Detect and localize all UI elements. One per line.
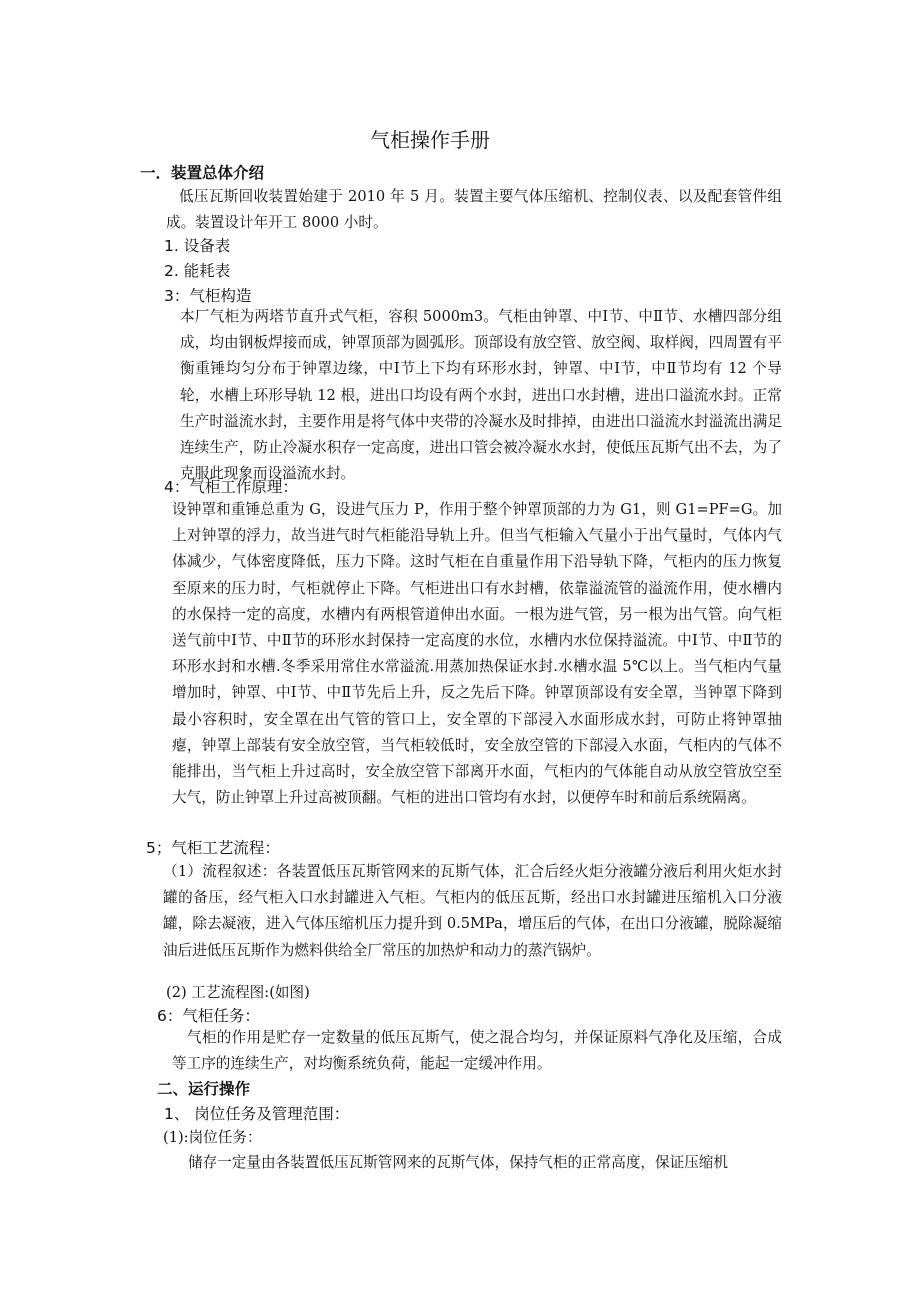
item-4-heading: 4：气柜工作原理： xyxy=(164,478,298,496)
document-title: 气柜操作手册 xyxy=(370,128,490,152)
item-5-process-flowchart: (2) 工艺流程图:(如图) xyxy=(166,984,310,1001)
section-1-heading: 一．装置总体介绍 xyxy=(140,164,265,182)
item-3-heading: 3：气柜构造 xyxy=(164,287,252,305)
item-6-text: 气柜的作用是贮存一定数量的低压瓦斯气，使之混合均匀，并保证原料气净化及压缩，合成等工序的连续生产，对均衡系统负荷，能起一定缓冲作用。 xyxy=(172,1029,782,1073)
item-5-process-description: （1）流程叙述：各装置低压瓦斯管网来的瓦斯气体，汇合后经火炬分液罐分液后利用火炬水封罐的备压，经气柜入口水封罐进入气柜。气柜内的低压瓦斯，经出口水封罐进压缩机入口分液罐，除去凝液，进入气体压缩机压力提升到 0.5MPa，增压后的气体，在出口分液罐，脱除凝缩油后进低压瓦斯作为燃料供给全厂常压的加热炉和动力的蒸汽锅炉。 xyxy=(163,863,782,959)
item-2-energy-list: 2. 能耗表 xyxy=(164,262,231,280)
section-1-intro: 低压瓦斯回收装置始建于 2010 年 5 月。装置主要气体压缩机、控制仪表、以及配套管件组成。装置设计年开工 8000 小时。 xyxy=(166,188,782,232)
section-2-text: 储存一定量由各装置低压瓦斯管网来的瓦斯气体，保持气柜的正常高度，保证压缩机 xyxy=(188,1154,728,1171)
item-4-text: 设钟罩和重锤总重为 G，设进气压力 P，作用于整个钟罩顶部的力为 G1，则 G1=PF=G。加上对钟罩的浮力，故当进气时气柜能沿导轨上升。但当气柜输入气量小于出气量时，气体内气体减少，气体密度降低，压力下降。这时气柜在自重量作用下沿导轨下降，气柜内的压力恢复至原来的压力时，气柜就停止下降。气柜进出口有水封槽，依靠溢流管的溢流作用，使水槽内的水保持一定的高度，水槽内有两根管道伸出水面。一根为进气管，另一根为出气管。向气柜送气前中Ⅰ节、中Ⅱ节的环形水封保持一定高度的水位，水槽内水位保持溢流。中Ⅰ节、中Ⅱ节的环形水封和水槽.冬季采用常住水常溢流.用蒸加热保证水封.水槽水温 5℃以上。当气柜内气量增加时，钟罩、中Ⅰ节、中Ⅱ节先后上升，反之先后下降。钟罩顶部设有安全罩，当钟罩下降到最小容积时，安全罩在出气管的管口上，安全罩的下部浸入水面形成水封，可防止将钟罩抽瘪，钟罩上部装有安全放空管，当气柜较低时，安全放空管的下部浸入水面，气柜内的气体不能排出，当气柜上升过高时，安全放空管下部离开水面，气柜内的气体能自动从放空管放空至大气，防止钟罩上升过高被顶翻。气柜的进出口管均有水封，以便停车时和前后系统隔离。 xyxy=(172,501,782,807)
section-2-item-1: 1、 岗位任务及管理范围： xyxy=(164,1105,350,1123)
section-2-heading: 二、运行操作 xyxy=(157,1080,251,1098)
section-2-sub-1: (1):岗位任务： xyxy=(163,1129,262,1146)
item-1-equipment-list: 1. 设备表 xyxy=(164,237,231,255)
item-6-heading: 6：气柜任务： xyxy=(157,1007,260,1025)
item-3-text: 本厂气柜为两塔节直升式气柜，容积 5000m3。气柜由钟罩、中Ⅰ节、中Ⅱ节、水槽四部分组成，均由钢板焊接而成，钟罩顶部为圆弧形。顶部设有放空管、放空阀、取样阀，四周置有平衡重锤均匀分布于钟罩边缘，中Ⅰ节上下均有环形水封，钟罩、中Ⅰ节，中Ⅱ节均有 12 个导轮，水槽上环形导轨 12 根，进出口均设有两个水封，进出口水封槽，进出口溢流水封。正常生产时溢流水封，主要作用是将气体中夹带的冷凝水及时排掉，由进出口溢流水封溢流出满足连续生产，防止冷凝水积存一定高度，进出口管会被冷凝水水封，使低压瓦斯气出不去，为了克服此现象而设溢流水封。 xyxy=(180,308,782,483)
item-5-heading: 5；气柜工艺流程： xyxy=(146,839,280,857)
